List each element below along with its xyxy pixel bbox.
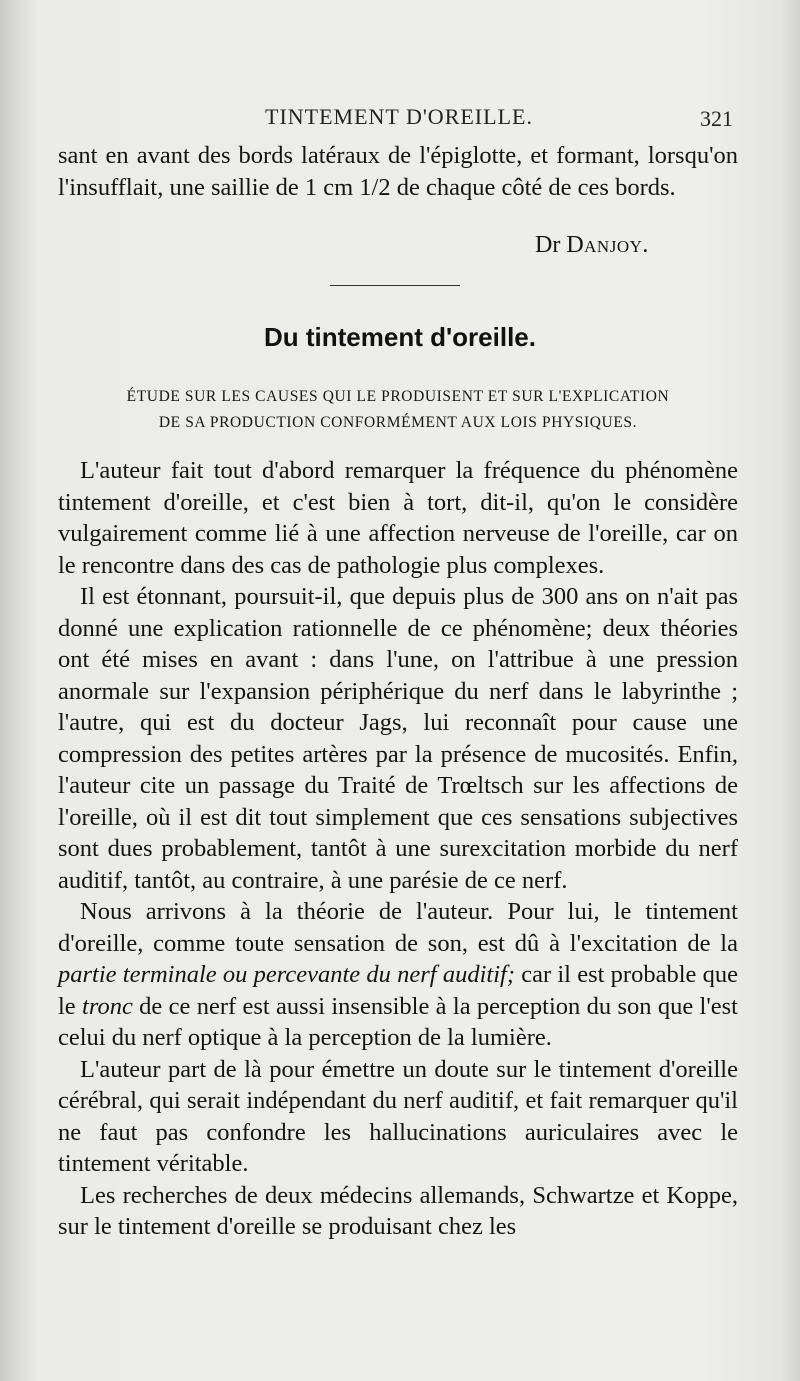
signature-prefix: Dr bbox=[535, 232, 561, 258]
paragraph-3-part-c: de ce nerf est aussi insensible à la perception du son que l'est celui du nerf optique à la perception de la lumière. bbox=[58, 992, 738, 1051]
page-number: 321 bbox=[700, 106, 733, 131]
author-signature bbox=[535, 232, 649, 259]
article-body bbox=[58, 455, 738, 1243]
page-header bbox=[0, 98, 800, 138]
paragraph-3-part-b: car il est probable que le bbox=[58, 961, 739, 1020]
article-title: Du tintement d'oreille. bbox=[264, 322, 536, 352]
body-paragraph-2: Il est étonnant, poursuit-il, que depuis plus de 300 ans on n'ait pas donné une explication rationnelle de ce phénomène; deux théories ont été mises en avant : dans l'une, on l'attribue à une pression anormale sur l'expansion périphérique du nerf dans le labyrinthe ; l'autre, qui est du docteur Jags, lui reconnaît pour cause une compression des petites artères par la présence de mucosités. Enfin, l'auteur cite un passage du Traité de Trœltsch sur les affections de l'oreille, où il est dit tout simplement que ces sensations subjectives sont dues probablement, tantôt à une surexcitation morbide du nerf auditif, tantôt, au contraire, à une parésie de ce nerf. bbox=[58, 583, 738, 894]
article-subtitle bbox=[58, 384, 738, 436]
previous-article-paragraph: sant en avant des bords latéraux de l'épiglotte, et formant, lorsqu'on l'insufflait, une saillie de 1 cm 1/2 de chaque côté de ces bords. bbox=[58, 142, 738, 201]
subtitle-line: DE SA PRODUCTION CONFORMÉMENT AUX LOIS PHYSIQUES. bbox=[158, 414, 638, 431]
signature-name: Danjoy. bbox=[566, 232, 649, 258]
paragraph-3-emphasis-1: partie terminale ou percevante du nerf auditif; bbox=[58, 961, 515, 988]
paragraph-3-part-a: Nous arrivons à la théorie de l'auteur. Pour lui, le tintement d'oreille, comme toute sensation de son, est dû à l'excitation de la bbox=[58, 898, 738, 957]
running-title: TINTEMENT D'OREILLE. bbox=[265, 104, 533, 129]
body-paragraph-3 bbox=[58, 896, 738, 1054]
bleed-through-texture bbox=[60, 200, 760, 236]
body-paragraph-5: Les recherches de deux médecins allemands, Schwartze et Koppe, sur le tintement d'oreille se produisant chez les bbox=[58, 1181, 738, 1240]
body-paragraph-1: L'auteur fait tout d'abord remarquer la fréquence du phénomène tintement d'oreille, et c'est bien à tort, dit-il, qu'on le considère vulgairement comme lié à une affection nerveuse de l'oreille, car on le rencontre dans des cas de pathologie plus complexes. bbox=[58, 457, 738, 579]
body-paragraph-4: L'auteur part de là pour émettre un doute sur le tintement d'oreille cérébral, qui serait indépendant du nerf auditif, et fait remarquer qu'il ne faut pas confondre les hallucinations auriculaires avec le tintement véritable. bbox=[58, 1055, 738, 1177]
previous-article-text bbox=[58, 140, 738, 203]
subtitle-line: ÉTUDE SUR LES CAUSES QUI LE PRODUISENT ET SUR L'EXPLICATION bbox=[126, 388, 670, 405]
paragraph-3-emphasis-2: tronc bbox=[82, 992, 133, 1020]
section-divider bbox=[330, 285, 460, 286]
